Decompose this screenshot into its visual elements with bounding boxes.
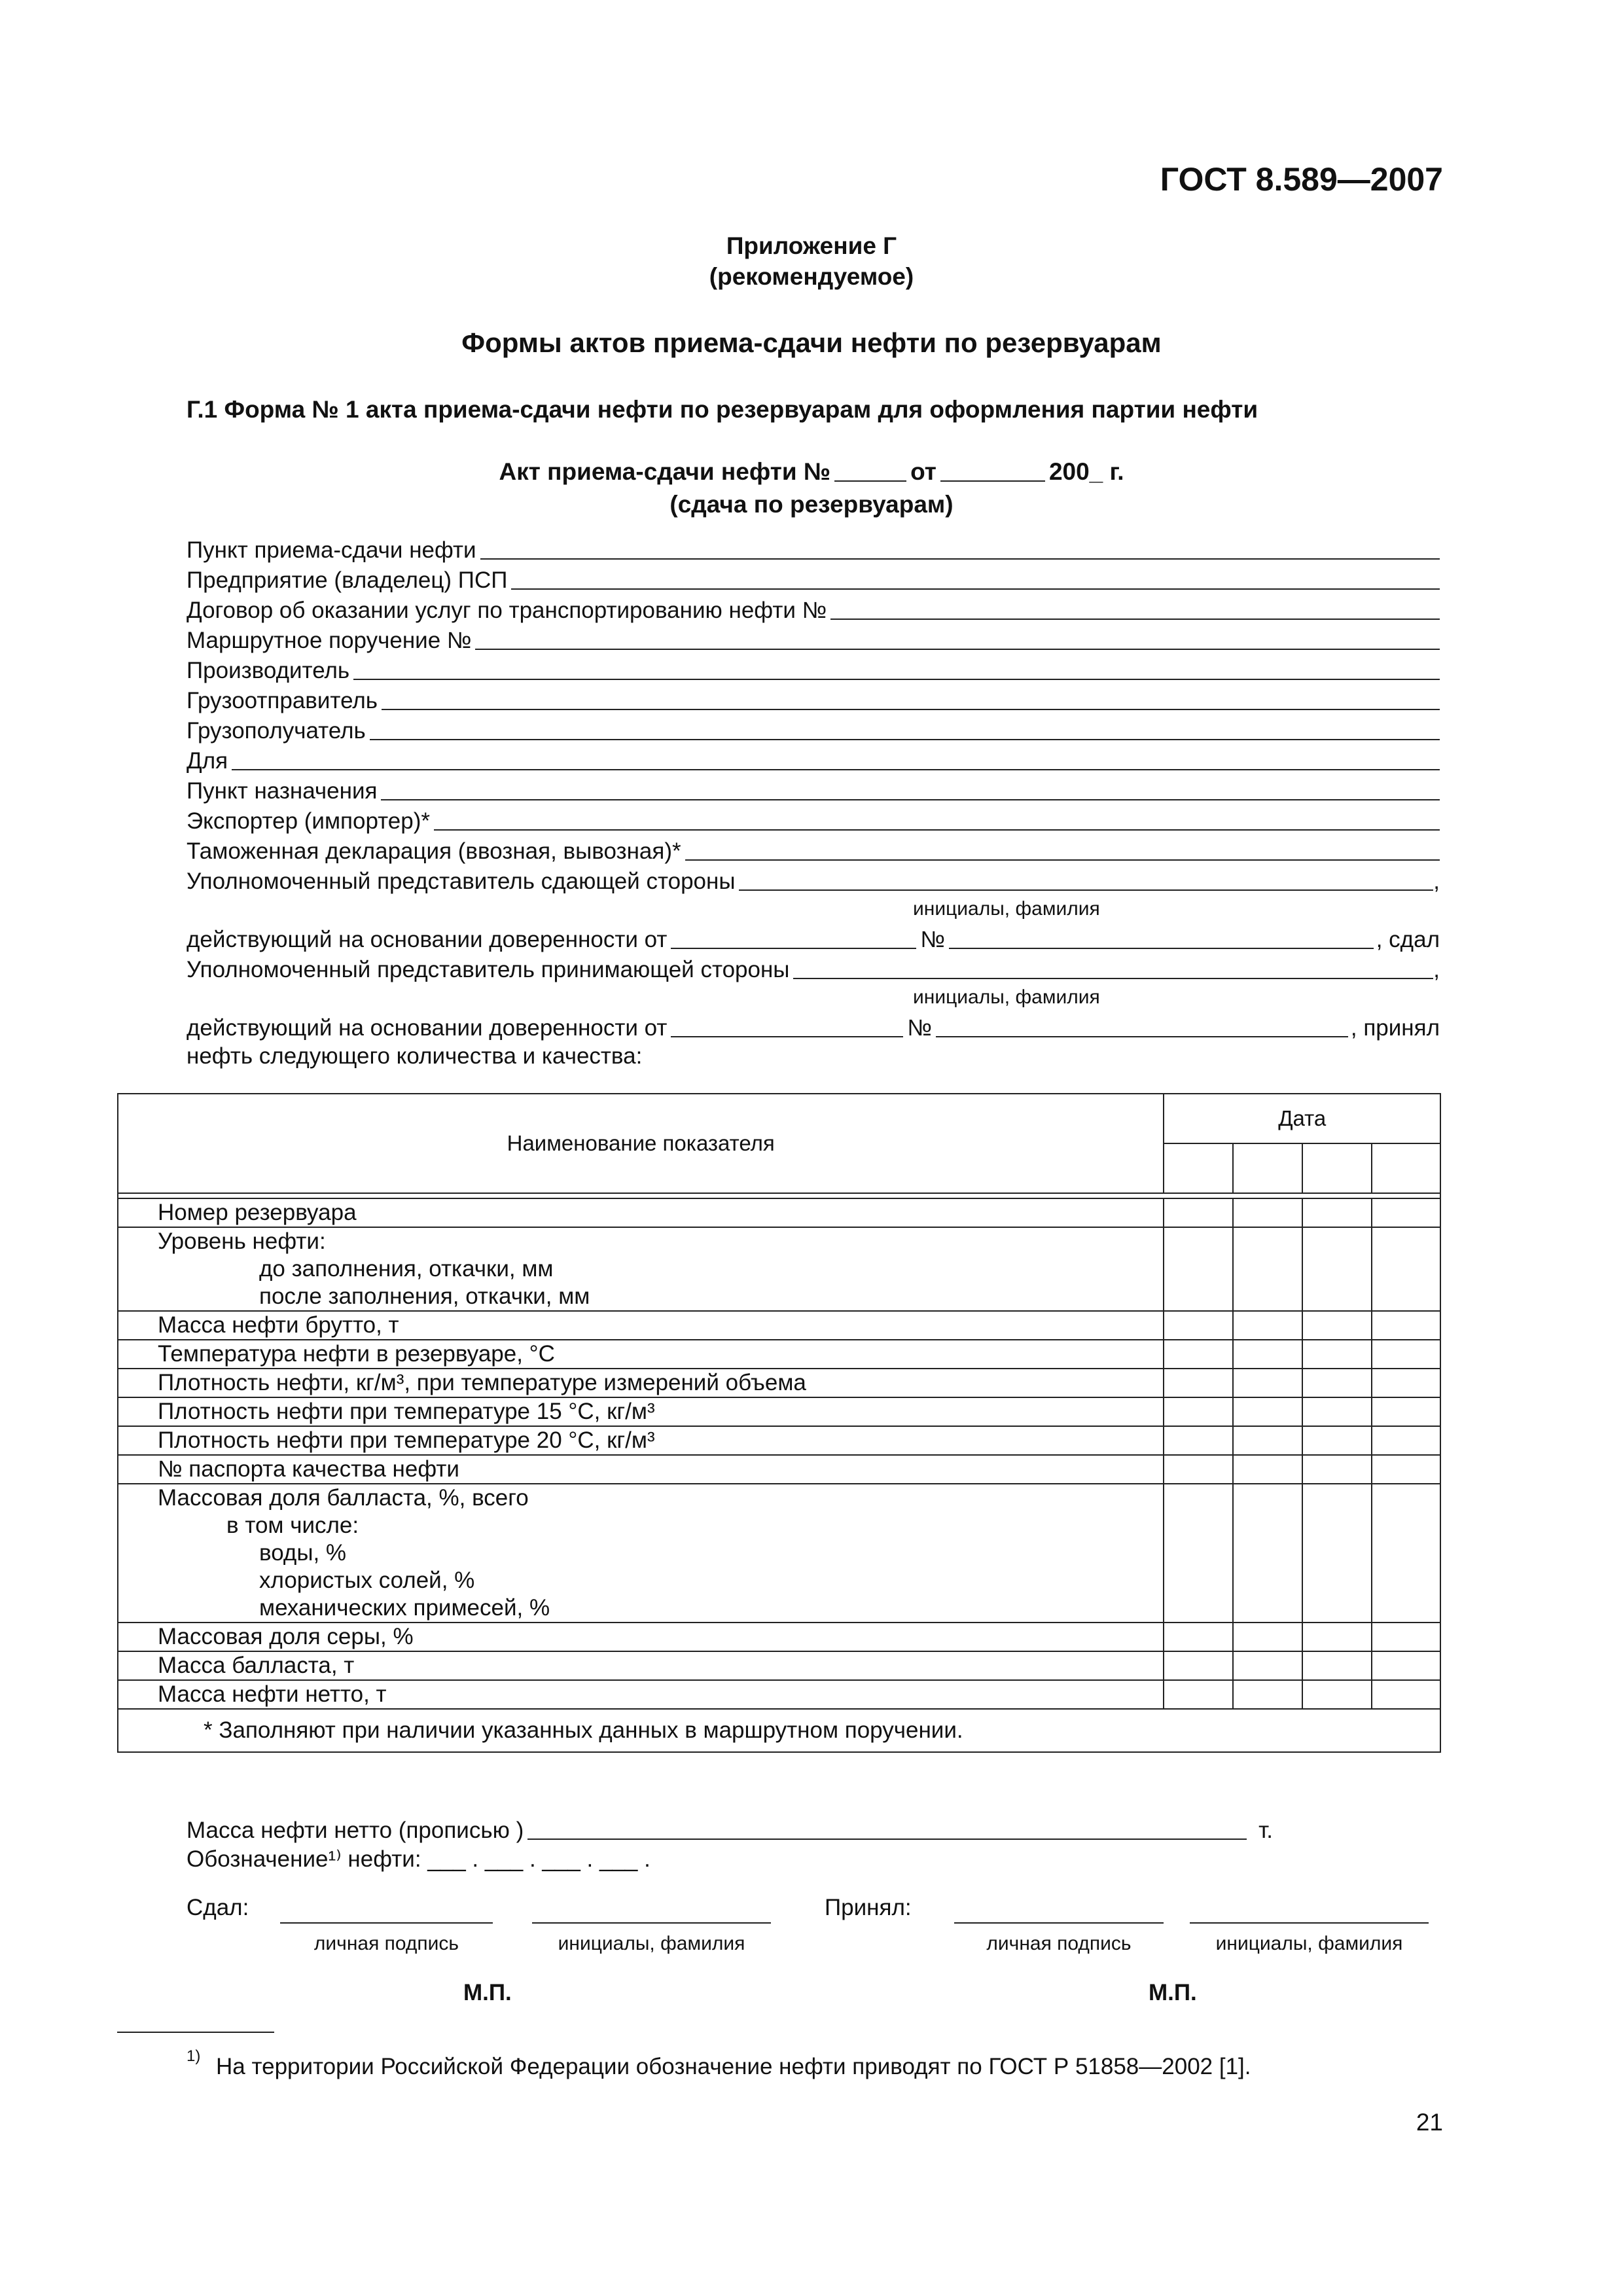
value-cell[interactable] [1302, 1484, 1372, 1623]
row-label-line: хлористых солей, % [259, 1568, 475, 1593]
delivering-comma: , [1433, 869, 1440, 894]
value-cell[interactable] [1302, 1340, 1372, 1369]
value-cell[interactable] [1233, 1198, 1302, 1227]
net-mass-unit: т. [1258, 1818, 1273, 1843]
receiving-comma: , [1433, 957, 1440, 982]
receiving-name-line[interactable] [793, 956, 1433, 979]
row-label: Температура нефти в резервуаре, °С [118, 1340, 1164, 1369]
indicators-table [117, 1093, 1441, 1753]
table-row [118, 1311, 1440, 1340]
table-row [118, 1426, 1440, 1455]
field-line[interactable] [685, 837, 1440, 861]
value-cell[interactable] [1372, 1311, 1440, 1340]
received-initials-line[interactable] [1190, 1921, 1429, 1924]
act-title-part3: 200_ г. [1048, 458, 1124, 485]
value-cell[interactable] [1164, 1680, 1233, 1709]
date-column-3[interactable] [1302, 1143, 1372, 1193]
field-line[interactable] [434, 807, 1440, 831]
field-line[interactable] [232, 747, 1440, 770]
act-title-part2: от [910, 458, 936, 485]
value-cell[interactable] [1164, 1484, 1233, 1623]
value-cell[interactable] [1164, 1227, 1233, 1311]
row-label [118, 1227, 1164, 1311]
field-row [187, 654, 1440, 684]
delivering-basis-row [187, 923, 1440, 953]
field-row [187, 594, 1440, 624]
handed-label: Сдал: [187, 1895, 249, 1920]
field-row [187, 744, 1440, 774]
field-label: Грузоотправитель [187, 688, 378, 713]
net-mass-line[interactable] [527, 1816, 1247, 1840]
value-cell[interactable] [1302, 1397, 1372, 1426]
value-cell[interactable] [1233, 1651, 1302, 1680]
value-cell[interactable] [1372, 1426, 1440, 1455]
appendix-title: Приложение Г [726, 232, 897, 259]
act-title-part1: Акт приема-сдачи нефти № [499, 458, 831, 485]
act-subtitle: (сдача по резервуарам) [669, 491, 954, 518]
appendix-subtitle: (рекомендуемое) [709, 263, 914, 290]
received-initials-caption: инициалы, фамилия [1215, 1933, 1403, 1954]
value-cell[interactable] [1233, 1227, 1302, 1311]
row-label: Масса нефти брутто, т [118, 1311, 1164, 1340]
value-cell[interactable] [1372, 1227, 1440, 1311]
field-row [187, 684, 1440, 714]
value-cell[interactable] [1302, 1198, 1372, 1227]
receiving-label: Уполномоченный представитель принимающей стороны [187, 957, 790, 982]
value-cell[interactable] [1372, 1623, 1440, 1651]
designation-label: Обозначение¹⁾ нефти: [187, 1846, 421, 1872]
row-label: № паспорта качества нефти [118, 1455, 1164, 1484]
receiving-proxy-number[interactable] [936, 1014, 1348, 1037]
value-cell[interactable] [1302, 1623, 1372, 1651]
field-label: Производитель [187, 658, 350, 683]
value-cell[interactable] [1372, 1680, 1440, 1709]
value-cell[interactable] [1233, 1680, 1302, 1709]
field-line[interactable] [475, 626, 1440, 650]
value-cell[interactable] [1164, 1426, 1233, 1455]
value-cell[interactable] [1302, 1369, 1372, 1397]
table-row [118, 1680, 1440, 1709]
received-stamp: М.П. [1149, 1980, 1197, 2005]
receiving-number-label: № [907, 1015, 932, 1041]
receiving-proxy-date[interactable] [671, 1014, 903, 1037]
field-line[interactable] [370, 717, 1440, 740]
value-cell[interactable] [1233, 1397, 1302, 1426]
table-row [118, 1340, 1440, 1369]
row-label: Плотность нефти при температуре 15 °С, кг/м³ [118, 1397, 1164, 1426]
row-label: Плотность нефти при температуре 20 °С, кг/м³ [118, 1426, 1164, 1455]
handed-signature-caption: личная подпись [313, 1933, 459, 1954]
value-cell[interactable] [1372, 1369, 1440, 1397]
field-label: Грузополучатель [187, 718, 366, 744]
value-cell[interactable] [1233, 1426, 1302, 1455]
delivering-representative-row [187, 865, 1440, 895]
field-line[interactable] [381, 777, 1440, 800]
row-label: Масса балласта, т [118, 1651, 1164, 1680]
value-cell[interactable] [1302, 1651, 1372, 1680]
delivering-proxy-date[interactable] [671, 925, 916, 949]
value-cell[interactable] [1164, 1198, 1233, 1227]
row-label-line: в том числе: [226, 1513, 359, 1538]
row-label [118, 1484, 1164, 1623]
field-row [187, 564, 1440, 594]
value-cell[interactable] [1164, 1369, 1233, 1397]
field-line[interactable] [480, 536, 1440, 560]
value-cell[interactable] [1302, 1227, 1372, 1311]
footnote-text: На территории Российской Федерации обозначение нефти приводят по ГОСТ Р 51858—2002 [1]. [216, 2054, 1251, 2079]
row-label-line: Уровень нефти: [158, 1229, 326, 1254]
row-label: Плотность нефти, кг/м³, при температуре измерений объема [118, 1369, 1164, 1397]
handed-stamp: М.П. [463, 1980, 512, 2005]
act-title [0, 458, 1623, 486]
header-indicator-name: Наименование показателя [118, 1094, 1164, 1193]
designation-pattern[interactable]: ___ . ___ . ___ . ___ . [427, 1846, 651, 1872]
handed-initials-line[interactable] [532, 1921, 771, 1924]
table-row [118, 1455, 1440, 1484]
footnote-mark: 1) [187, 2047, 201, 2065]
value-cell[interactable] [1233, 1311, 1302, 1340]
table-footnote: * Заполняют при наличии указанных данных в маршрутном поручении. [118, 1709, 1440, 1752]
act-number-field[interactable] [834, 458, 906, 482]
handed-signature-line[interactable] [280, 1921, 493, 1924]
table-row [118, 1369, 1440, 1397]
date-column-1[interactable] [1164, 1143, 1233, 1193]
field-label: Пункт назначения [187, 778, 378, 804]
row-label-line: Массовая доля балласта, %, всего [158, 1485, 529, 1511]
value-cell[interactable] [1164, 1340, 1233, 1369]
delivering-basis-label: действующий на основании доверенности от [187, 927, 668, 952]
field-line[interactable] [353, 656, 1440, 680]
delivering-number-label: № [920, 927, 945, 952]
table-row [118, 1484, 1440, 1623]
delivering-action: , сдал [1376, 927, 1440, 952]
value-cell[interactable] [1164, 1397, 1233, 1426]
net-mass-row [187, 1814, 1273, 1844]
row-label-line: воды, % [259, 1540, 347, 1566]
field-row [187, 774, 1440, 804]
field-row [187, 804, 1440, 834]
table-row [118, 1623, 1440, 1651]
value-cell[interactable] [1233, 1623, 1302, 1651]
field-row [187, 834, 1440, 865]
quantity-intro: нефть следующего количества и качества: [187, 1043, 643, 1069]
received-signature-line[interactable] [954, 1921, 1164, 1924]
table-row [118, 1397, 1440, 1426]
value-cell[interactable] [1372, 1198, 1440, 1227]
date-column-2[interactable] [1233, 1143, 1302, 1193]
value-cell[interactable] [1302, 1426, 1372, 1455]
receiving-basis-label: действующий на основании доверенности от [187, 1015, 668, 1041]
standard-number: ГОСТ 8.589—2007 [1160, 161, 1443, 198]
received-label: Принял: [825, 1895, 912, 1920]
field-label: Для [187, 748, 228, 774]
section-title: Формы актов приема-сдачи нефти по резервуарам [461, 327, 1162, 358]
act-date-field[interactable] [940, 458, 1045, 482]
value-cell[interactable] [1164, 1651, 1233, 1680]
value-cell[interactable] [1233, 1455, 1302, 1484]
handed-initials-caption: инициалы, фамилия [558, 1933, 745, 1954]
row-label-line: до заполнения, откачки, мм [259, 1256, 554, 1282]
date-column-4[interactable] [1372, 1143, 1440, 1193]
value-cell[interactable] [1302, 1455, 1372, 1484]
value-cell[interactable] [1302, 1311, 1372, 1340]
row-label-line: после заполнения, откачки, мм [259, 1283, 590, 1309]
value-cell[interactable] [1164, 1455, 1233, 1484]
field-row [187, 714, 1440, 744]
field-row [187, 624, 1440, 654]
table-row [118, 1651, 1440, 1680]
receiving-basis-row [187, 1011, 1440, 1041]
delivering-name-line[interactable] [739, 867, 1433, 891]
row-label: Масса нефти нетто, т [118, 1680, 1164, 1709]
subsection-title: Г.1 Форма № 1 акта приема-сдачи нефти по резервуарам для оформления партии нефти [187, 396, 1258, 423]
field-label: Маршрутное поручение № [187, 628, 472, 653]
receiving-action: , принял [1350, 1015, 1440, 1041]
table-row [118, 1227, 1440, 1311]
field-label: Договор об оказании услуг по транспортированию нефти № [187, 598, 827, 623]
field-label: Таможенная декларация (ввозная, вывозная)* [187, 838, 681, 864]
value-cell[interactable] [1233, 1340, 1302, 1369]
row-label: Номер резервуара [118, 1198, 1164, 1227]
value-cell[interactable] [1233, 1369, 1302, 1397]
delivering-proxy-number[interactable] [949, 925, 1374, 949]
receiving-representative-row [187, 953, 1440, 983]
field-line[interactable] [830, 596, 1440, 620]
page-number: 21 [1416, 2109, 1443, 2136]
value-cell[interactable] [1164, 1311, 1233, 1340]
value-cell[interactable] [1372, 1651, 1440, 1680]
field-label: Экспортер (импортер)* [187, 808, 430, 834]
field-row [187, 533, 1440, 564]
row-label: Массовая доля серы, % [118, 1623, 1164, 1651]
field-line[interactable] [382, 687, 1440, 710]
received-signature-caption: личная подпись [986, 1933, 1132, 1954]
field-line[interactable] [511, 566, 1440, 590]
field-label: Пункт приема-сдачи нефти [187, 537, 476, 563]
footnote-divider [117, 2032, 274, 2033]
designation-row [187, 1846, 651, 1873]
value-cell[interactable] [1302, 1680, 1372, 1709]
net-mass-label: Масса нефти нетто (прописью ) [187, 1818, 524, 1843]
value-cell[interactable] [1372, 1397, 1440, 1426]
receiving-hint: инициалы, фамилия [913, 986, 1100, 1008]
row-label-line: механических примесей, % [259, 1595, 550, 1621]
value-cell[interactable] [1233, 1484, 1302, 1623]
delivering-label: Уполномоченный представитель сдающей стороны [187, 869, 736, 894]
header-date: Дата [1164, 1094, 1440, 1143]
value-cell[interactable] [1372, 1455, 1440, 1484]
value-cell[interactable] [1164, 1623, 1233, 1651]
field-label: Предприятие (владелец) ПСП [187, 567, 508, 593]
table-row [118, 1198, 1440, 1227]
delivering-hint: инициалы, фамилия [913, 898, 1100, 920]
value-cell[interactable] [1372, 1340, 1440, 1369]
value-cell[interactable] [1372, 1484, 1440, 1623]
